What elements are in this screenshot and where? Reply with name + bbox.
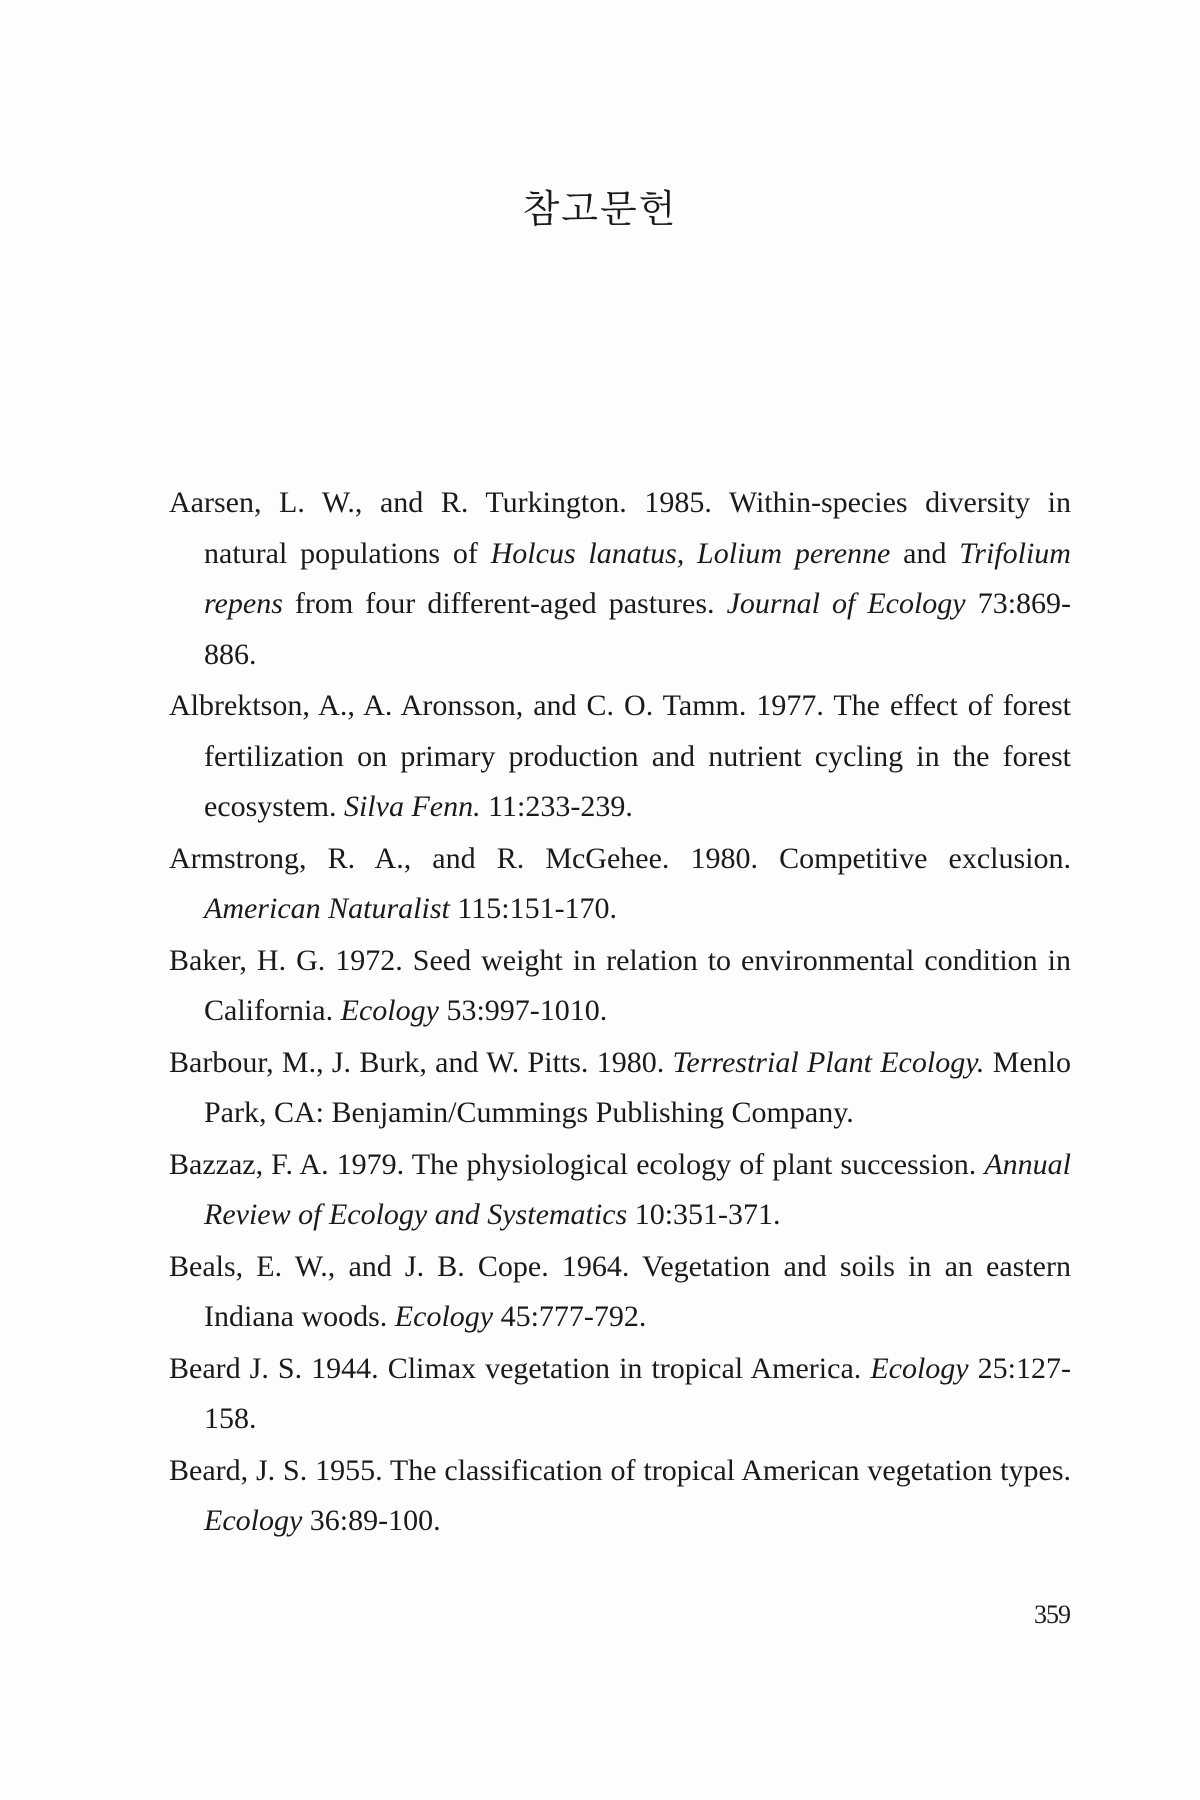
journal-name: Ecology bbox=[394, 1300, 494, 1333]
reference-text: 10:351-371. bbox=[627, 1198, 781, 1231]
species-name: Trifolium repens bbox=[204, 536, 1071, 620]
reference-text: 25:127-158. bbox=[204, 1351, 1072, 1435]
page-number: 359 bbox=[1034, 1600, 1070, 1629]
reference-text: Albrektson, A., A. Aronsson, and C. O. Tamm. 1977. The effect of forest fertilization on primary production and nutrient cycling in the forest ecosystem. bbox=[169, 689, 1071, 823]
journal-name: Journal of Ecology bbox=[726, 587, 966, 620]
reference-entry bbox=[169, 1446, 1071, 1547]
journal-name: Annual Review of Ecology and Systematics bbox=[204, 1147, 1071, 1231]
book-title: Terrestrial Plant Ecology. bbox=[672, 1045, 985, 1079]
reference-entry bbox=[169, 936, 1071, 1037]
journal-name: American Naturalist bbox=[204, 892, 450, 925]
page-title: 참고문헌 bbox=[522, 187, 678, 231]
reference-text: and bbox=[890, 536, 960, 570]
reference-text: Baker, H. G. 1972. Seed weight in relation to environmental condition in California. bbox=[169, 943, 1071, 1027]
reference-text: Bazzaz, F. A. 1979. The physiological ecology of plant succession. bbox=[169, 1147, 985, 1181]
reference-text: Beard J. S. 1944. Climax vegetation in tropical America. bbox=[169, 1351, 871, 1385]
reference-entry bbox=[169, 1038, 1071, 1139]
reference-text: Menlo Park, CA: Benjamin/Cummings Publishing Company. bbox=[204, 1045, 1071, 1129]
reference-entry bbox=[169, 1242, 1071, 1343]
reference-text: Beard, J. S. 1955. The classification of tropical American vegetation types. bbox=[169, 1453, 1071, 1487]
journal-name: Silva Fenn. bbox=[343, 790, 481, 823]
reference-text: 11:233-239. bbox=[480, 790, 633, 823]
reference-text: Armstrong, R. A., and R. McGehee. 1980. Competitive exclusion. bbox=[169, 841, 1071, 875]
reference-text: 115:151-170. bbox=[449, 892, 618, 925]
reference-entry bbox=[169, 1140, 1071, 1241]
reference-text: from four different-aged pastures. bbox=[282, 587, 727, 620]
reference-entry bbox=[169, 478, 1071, 680]
journal-name: Ecology bbox=[870, 1351, 969, 1385]
reference-text: 36:89-100. bbox=[302, 1504, 441, 1537]
reference-text: Aarsen, L. W., and R. Turkington. 1985. Within-species diversity in natural populations of bbox=[169, 486, 1071, 570]
reference-text: 45:777-792. bbox=[493, 1300, 647, 1333]
reference-text: Beals, E. W., and J. B. Cope. 1964. Vegetation and soils in an eastern Indiana woods. bbox=[169, 1249, 1071, 1333]
reference-list bbox=[169, 478, 1071, 1548]
reference-entry bbox=[169, 1344, 1071, 1445]
journal-name: Ecology bbox=[340, 994, 439, 1027]
reference-text: Barbour, M., J. Burk, and W. Pitts. 1980. bbox=[169, 1045, 673, 1079]
reference-entry bbox=[169, 681, 1071, 833]
reference-entry bbox=[169, 834, 1071, 935]
journal-name: Ecology bbox=[204, 1504, 303, 1537]
reference-text: 73:869-886. bbox=[204, 587, 1072, 671]
species-name: Holcus lanatus, Lolium perenne bbox=[490, 536, 891, 570]
reference-text: 53:997-1010. bbox=[438, 994, 608, 1027]
